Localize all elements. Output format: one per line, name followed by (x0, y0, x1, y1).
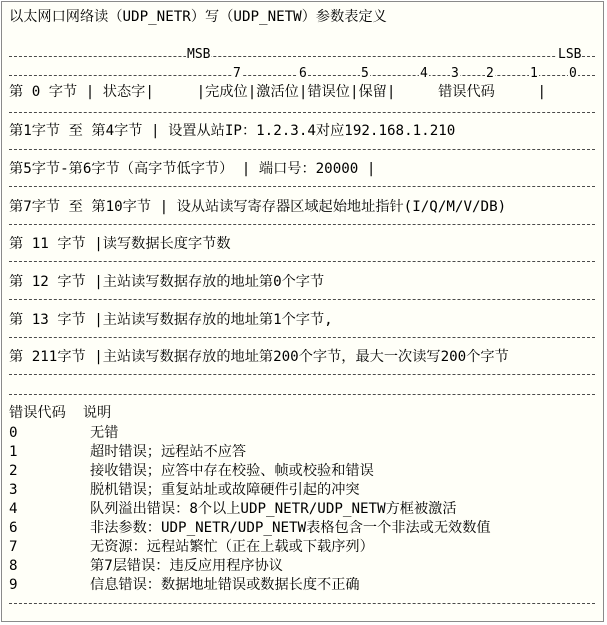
error-desc: 接收错误；应答中存在校验、帧或校验和错误 (90, 463, 374, 479)
bit-6-label: 6 (299, 66, 307, 81)
rule (9, 299, 595, 300)
bit-5-label: 5 (361, 66, 369, 81)
error-code: 6 (9, 520, 18, 536)
bit-0-label: 0 (569, 66, 577, 81)
error-code: 9 (9, 577, 18, 593)
byte-211-row: 第 211字节 |主站读写数据存放的地址第200个字节，最大一次读写200个字节 (9, 349, 509, 365)
error-desc: 非法参数：UDP_NETR/UDP_NETW表格包含一个非法或无效数值 (90, 520, 491, 536)
error-desc: 第7层错误：违反应用程序协议 (90, 558, 283, 574)
error-desc: 无错 (90, 425, 119, 441)
rule (9, 394, 595, 395)
error-desc: 超时错误；远程站不应答 (90, 444, 247, 460)
rule (9, 112, 595, 113)
byte-7-10-row: 第7字节 至 第10字节 | 设从站读写寄存器区域起始地址指针(I/Q/M/V/DB) (9, 199, 507, 215)
error-code: 4 (9, 501, 18, 517)
error-code: 7 (9, 539, 18, 555)
rule (9, 603, 595, 604)
error-code: 0 (9, 425, 18, 441)
byte-11-row: 第 11 字节 |读写数据长度字节数 (9, 236, 231, 252)
error-desc: 队列溢出错误：8个以上UDP_NETR/UDP_NETW方框被激活 (90, 501, 457, 517)
byte-12-row: 第 12 字节 |主站读写数据存放的地址第0个字节 (9, 274, 325, 290)
lsb-label: LSB (558, 47, 582, 62)
error-desc: 无资源：远程站繁忙（正在上载或下载序列） (90, 539, 374, 555)
rule (9, 149, 595, 150)
error-desc: 信息错误：数据地址错误或数据长度不正确 (90, 577, 360, 593)
bit-3-label: 3 (451, 66, 459, 81)
bit-2-label: 2 (486, 66, 494, 81)
bit-4-label: 4 (420, 66, 428, 81)
error-code: 3 (9, 482, 18, 498)
error-table-header: 错误代码 说明 (9, 405, 112, 421)
rule (9, 186, 595, 187)
rule (9, 261, 595, 262)
error-code: 1 (9, 444, 18, 460)
rule (9, 337, 595, 338)
byte-13-row: 第 13 字节 |主站读写数据存放的地址第1个字节, (9, 312, 333, 328)
document-frame (1, 1, 604, 622)
byte-0-row: 第 0 字节 | 状态字| |完成位|激活位|错误位|保留| 错误代码 | (9, 84, 547, 100)
bit-7-label: 7 (233, 66, 241, 81)
msb-label: MSB (187, 47, 211, 62)
byte-5-6-row: 第5字节-第6字节（高字节低字节） | 端口号：20000 | (9, 161, 376, 177)
error-desc: 脱机错误；重复站址或故障硬件引起的冲突 (90, 482, 360, 498)
byte-1-4-row: 第1字节 至 第4字节 | 设置从站IP：1.2.3.4对应192.168.1.210 (9, 123, 456, 139)
rule (9, 224, 595, 225)
bit-1-label: 1 (530, 66, 538, 81)
document-title: 以太网口网络读（UDP_NETR）写（UDP_NETW）参数表定义 (9, 9, 387, 25)
error-code: 8 (9, 558, 18, 574)
rule (9, 374, 595, 375)
error-code: 2 (9, 463, 18, 479)
